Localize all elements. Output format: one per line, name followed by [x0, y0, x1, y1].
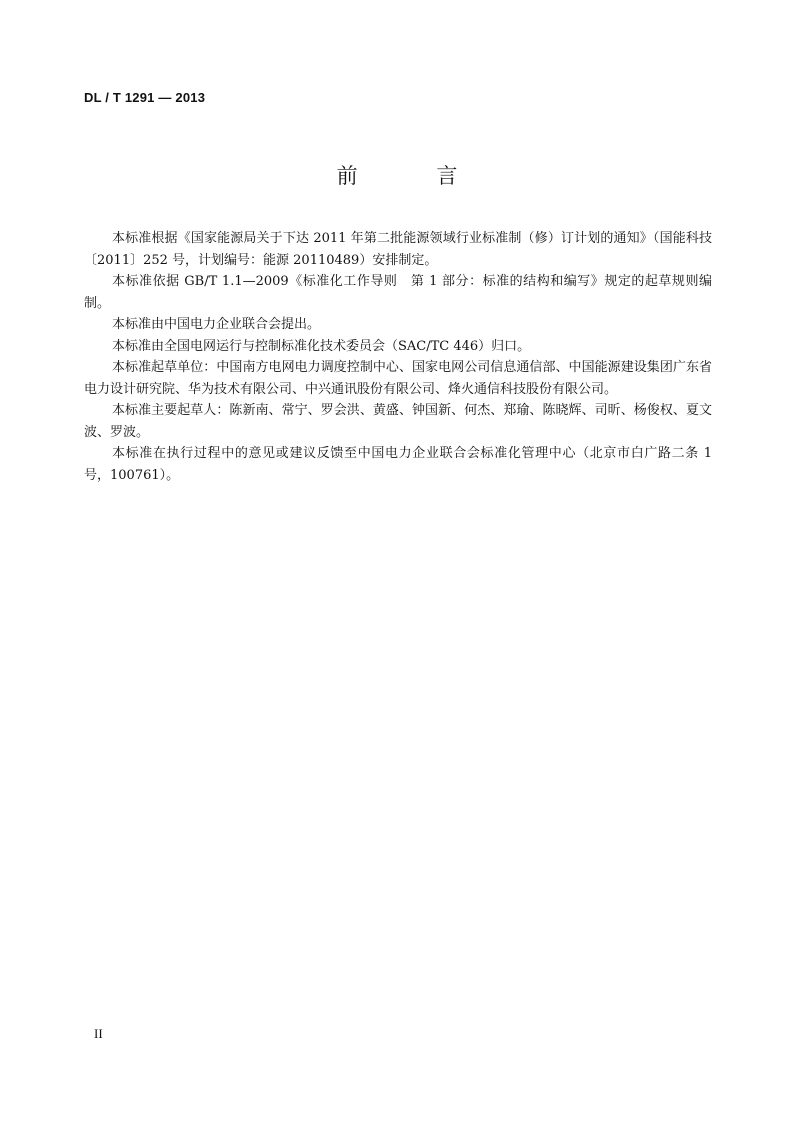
paragraph-proposer: 本标准由中国电力企业联合会提出。 — [112, 317, 321, 332]
paragraph-drafting-rules: 本标准依据 GB/T 1.1—2009《标准化工作导则 第 1 部分：标准的结构和编写》规定的起草规则编制。 — [84, 274, 712, 311]
foreword-body — [84, 228, 712, 486]
page-title: 前 言 — [336, 164, 494, 188]
paragraph-drafters: 本标准主要起草人：陈新南、常宁、罗会洪、黄盛、钟国新、何杰、郑瑜、陈晓辉、司昕、杨俊权、夏文波、罗波。 — [84, 403, 712, 440]
paragraph-drafting-units: 本标准起草单位：中国南方电网电力调度控制中心、国家电网公司信息通信部、中国能源建设集团广东省电力设计研究院、华为技术有限公司、中兴通讯股份有限公司、烽火通信科技股份有限公司。 — [84, 360, 712, 397]
standard-code: DL / T 1291 — 2013 — [84, 90, 206, 105]
paragraph-committee: 本标准由全国电网运行与控制标准化技术委员会（SAC/TC 446）归口。 — [112, 338, 531, 354]
page-number: II — [94, 1026, 103, 1041]
paragraph-feedback: 本标准在执行过程中的意见或建议反馈至中国电力企业联合会标准化管理中心（北京市白广路二条 1 号，100761）。 — [84, 446, 712, 483]
paragraph-plan: 本标准根据《国家能源局关于下达 2011 年第二批能源领域行业标准制（修）订计划的通知》（国能科技〔2011〕252 号，计划编号：能源 20110489）安排制定。 — [84, 231, 712, 268]
